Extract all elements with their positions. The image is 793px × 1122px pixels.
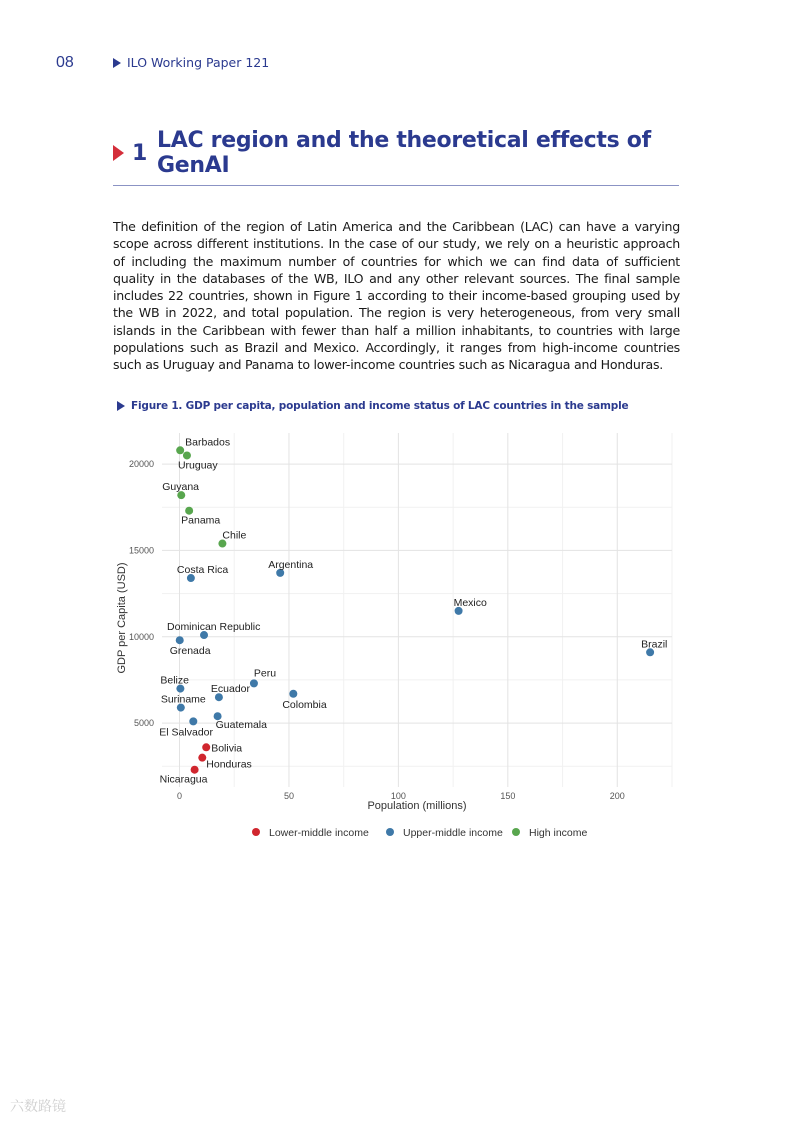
point-label-suriname: Suriname <box>160 693 206 706</box>
point-el-salvador <box>189 717 197 725</box>
x-tick-label: 150 <box>500 791 516 801</box>
x-axis-label: Population (millions) <box>367 800 467 812</box>
point-label-grenada: Grenada <box>169 645 211 658</box>
section-title: LAC region and the theoretical effects of GenAI <box>157 128 651 178</box>
point-label-el-salvador: El Salvador <box>159 726 214 739</box>
legend-label-upper-middle-income: Upper-middle income <box>403 827 503 839</box>
header-triangle-icon <box>113 58 121 68</box>
point-label-bolivia: Bolivia <box>211 742 243 755</box>
point-label-colombia: Colombia <box>282 698 327 711</box>
running-header-text: ILO Working Paper 121 <box>127 55 270 70</box>
legend-swatch-upper-middle-income <box>386 828 394 836</box>
point-label-honduras: Honduras <box>206 758 252 771</box>
legend-label-high-income: High income <box>529 827 588 839</box>
point-label-uruguay: Uruguay <box>177 459 218 472</box>
point-label-nicaragua: Nicaragua <box>159 773 208 786</box>
point-label-argentina: Argentina <box>268 558 314 571</box>
point-label-guatemala: Guatemala <box>215 719 267 732</box>
scatter-chart <box>110 425 680 850</box>
page-number: 08 <box>56 54 74 71</box>
point-barbados <box>176 446 184 454</box>
y-tick-label: 20000 <box>128 459 154 470</box>
legend-swatch-lower-middle-income <box>252 828 260 836</box>
legend-swatch-high-income <box>512 828 520 836</box>
figure-caption-text: Figure 1. GDP per capita, population and income status of LAC countries in the sample <box>131 400 629 412</box>
caption-triangle-icon <box>117 401 125 411</box>
point-peru <box>250 679 258 687</box>
point-label-belize: Belize <box>160 674 189 687</box>
point-honduras <box>198 754 206 762</box>
y-tick-label: 15000 <box>128 545 154 556</box>
point-label-brazil: Brazil <box>641 638 668 651</box>
point-uruguay <box>183 451 191 459</box>
point-label-panama: Panama <box>181 514 221 527</box>
section-number: 1 <box>132 140 148 166</box>
point-label-barbados: Barbados <box>185 436 231 449</box>
point-label-ecuador: Ecuador <box>210 683 251 696</box>
x-tick-label: 100 <box>390 791 406 801</box>
point-panama <box>185 507 193 515</box>
section-heading <box>113 128 679 186</box>
point-bolivia <box>202 743 210 751</box>
point-label-guyana: Guyana <box>162 481 200 494</box>
x-tick-label: 200 <box>609 791 625 801</box>
x-tick-label: 0 <box>177 791 183 801</box>
running-header <box>113 55 269 70</box>
paragraph-1: The definition of the region of Latin America and the Caribbean (LAC) can have a varying scope across different institutions. In the case of our study, we rely on a heuristic approach of including the maximum number of countries for which we can find data of sufficient quality in the databases of the WB, ILO and any other relevant sources. The final sample includes 22 countries, shown in Figure 1 according to their income-based grouping used by the WB in 2022, and total population. The region is very heterogeneous, from very small islands in the Caribbean with fewer than half a million inhabitants, to countries with large populations such as Brazil and Mexico. Accordingly, it ranges from high-income countries such as Uruguay and Panama to lower-income countries such as Nicaragua and Honduras. <box>113 219 680 373</box>
heading-triangle-icon <box>113 145 124 161</box>
x-tick-label: 50 <box>283 791 294 801</box>
point-label-chile: Chile <box>222 529 247 542</box>
point-label-mexico: Mexico <box>453 596 487 609</box>
y-tick-label: 5000 <box>133 718 154 729</box>
point-label-costa-rica: Costa Rica <box>176 564 229 577</box>
point-label-peru: Peru <box>253 667 277 680</box>
point-colombia <box>289 690 297 698</box>
point-label-dominican-republic: Dominican Republic <box>167 621 261 634</box>
y-tick-label: 10000 <box>128 631 154 642</box>
point-nicaragua <box>191 766 199 774</box>
legend-label-lower-middle-income: Lower-middle income <box>269 827 369 839</box>
point-grenada <box>176 636 184 644</box>
figure-caption <box>117 400 628 412</box>
y-axis-label: GDP per Capita (USD) <box>116 562 128 674</box>
watermark-logo: 六数路镜 <box>10 1099 66 1115</box>
